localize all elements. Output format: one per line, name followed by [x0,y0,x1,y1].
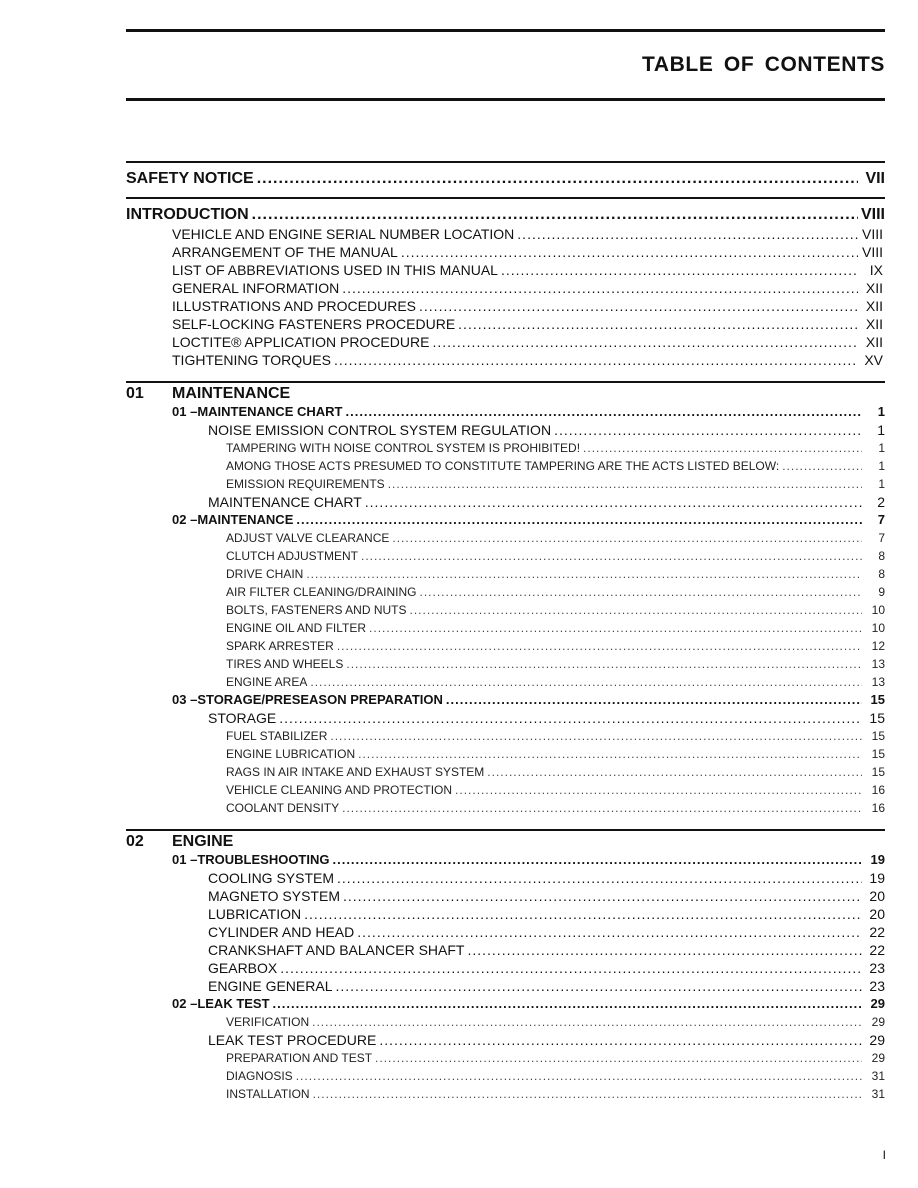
page-title: TABLE OF CONTENTS [642,53,885,76]
dot-leader [279,709,862,727]
entry-page: 19 [869,870,885,886]
toc-entry[interactable] [126,243,885,261]
section-entry[interactable] [126,941,885,959]
item-entry[interactable] [126,673,885,691]
entry-label: NOISE EMISSION CONTROL SYSTEM REGULATION [208,422,552,438]
entry-label: LEAK TEST [197,996,270,1011]
dot-leader [306,565,862,583]
section-entry[interactable] [126,493,885,511]
entry-label: MAGNETO SYSTEM [208,888,340,904]
entry-page: 7 [878,531,885,545]
entry-page: 16 [871,783,885,797]
entry-label: ENGINE LUBRICATION [226,747,356,761]
entry-label: ADJUST VALVE CLEARANCE [226,531,390,545]
item-entry[interactable] [126,1049,885,1067]
dot-leader [365,493,862,511]
entry-label: ARRANGEMENT OF THE MANUAL [172,244,398,260]
section-entry[interactable] [126,977,885,995]
item-entry[interactable] [126,475,885,493]
entry-page: 20 [869,888,885,904]
entry-page: VIII [861,244,883,260]
entry-page: 29 [871,1015,885,1029]
dot-leader [432,333,858,351]
dot-leader [313,1085,862,1103]
entry-page: 12 [871,639,885,653]
dot-leader [337,869,862,887]
chapter-number: 02 [126,833,144,850]
dot-leader [304,905,862,923]
section-entry[interactable] [126,869,885,887]
entry-label: STORAGE/PRESEASON PREPARATION [197,692,443,707]
toc-entry-safety-notice[interactable] [126,161,885,189]
entry-label: TIRES AND WHEELS [226,657,344,671]
entry-page: 15 [871,729,885,743]
entry-page: 29 [871,1051,885,1065]
entry-label: DIAGNOSIS [226,1069,293,1083]
entry-page: 13 [871,657,885,671]
entry-label: INSTALLATION [226,1087,310,1101]
section-entry[interactable] [126,421,885,439]
entry-page: 22 [869,942,885,958]
dot-leader [501,261,858,279]
subsection-entry[interactable] [126,403,885,421]
entry-label: ILLUSTRATIONS AND PROCEDURES [172,298,417,314]
subsection-entry[interactable] [126,995,885,1013]
entry-page: 19 [870,852,885,867]
dot-leader [517,225,858,243]
chapter-list [126,381,885,1103]
dot-leader [252,205,858,225]
dot-leader [369,619,862,637]
entry-page: 29 [870,996,885,1011]
entry-page: 1 [878,441,885,455]
dot-leader [257,169,858,189]
dot-leader [330,727,862,745]
dot-leader [273,995,862,1013]
item-entry[interactable] [126,457,885,475]
toc-entry[interactable] [126,261,885,279]
introduction-items [126,225,885,369]
dot-leader [296,1067,862,1085]
entry-label: INTRODUCTION [126,206,249,223]
entry-page: 1 [877,404,885,419]
dot-leader [467,941,862,959]
dot-leader [554,421,862,439]
item-entry[interactable] [126,529,885,547]
entry-page: XII [865,298,883,314]
entry-label: EMISSION REQUIREMENTS [226,477,385,491]
entry-page: XII [865,280,883,296]
dot-leader [361,547,862,565]
chapter-heading[interactable] [126,829,885,851]
item-entry[interactable] [126,601,885,619]
subsection-code: 03 – [172,692,198,707]
section-entry[interactable] [126,905,885,923]
dot-leader [392,529,862,547]
dot-leader [583,439,862,457]
item-entry[interactable] [126,727,885,745]
section-entry[interactable] [126,923,885,941]
item-entry[interactable] [126,565,885,583]
entry-label: PREPARATION AND TEST [226,1051,373,1065]
entry-label: LOCTITE® APPLICATION PROCEDURE [172,334,430,350]
entry-label: TROUBLESHOOTING [197,852,330,867]
dot-leader [388,475,862,493]
item-entry[interactable] [126,1085,885,1103]
dot-leader [458,315,858,333]
entry-page: 2 [877,494,885,510]
section-entry[interactable] [126,1031,885,1049]
entry-label: CYLINDER AND HEAD [208,924,355,940]
subsection-entry[interactable] [126,511,885,529]
entry-page: VIII [861,226,883,242]
item-entry[interactable] [126,1013,885,1031]
entry-label: FUEL STABILIZER [226,729,328,743]
entry-label: MAINTENANCE CHART [197,404,343,419]
dot-leader [358,745,862,763]
entry-label: BOLTS, FASTENERS AND NUTS [226,603,407,617]
chapter-heading[interactable] [126,381,885,403]
item-entry[interactable] [126,547,885,565]
entry-page: XII [865,334,883,350]
dot-leader [379,1031,862,1049]
dot-leader [335,977,862,995]
toc-entry[interactable] [126,225,885,243]
entry-label: MAINTENANCE [197,512,294,527]
entry-page: 23 [869,960,885,976]
entry-label: SELF-LOCKING FASTENERS PROCEDURE [172,316,456,332]
dot-leader [342,799,862,817]
entry-page: VII [865,170,885,187]
subsection-code: 01 – [172,852,198,867]
item-entry[interactable] [126,619,885,637]
dot-leader [334,351,858,369]
title-rule [126,98,885,101]
entry-page: VIII [860,206,885,223]
dot-leader [419,583,862,601]
entry-page: 31 [871,1069,885,1083]
entry-page: 1 [878,477,885,491]
item-entry[interactable] [126,745,885,763]
entry-label: GENERAL INFORMATION [172,280,340,296]
item-entry[interactable] [126,583,885,601]
dot-leader [332,851,862,869]
entry-label: LIST OF ABBREVIATIONS USED IN THIS MANUAL [172,262,498,278]
dot-leader [342,279,858,297]
toc-entry[interactable] [126,279,885,297]
chapter-title: ENGINE [172,833,234,850]
entry-page: 10 [871,603,885,617]
entry-label: AIR FILTER CLEANING/DRAINING [226,585,417,599]
entry-page: 22 [869,924,885,940]
entry-label: RAGS IN AIR INTAKE AND EXHAUST SYSTEM [226,765,485,779]
dot-leader [343,887,862,905]
toc-entry[interactable] [126,297,885,315]
dot-leader [337,637,862,655]
entry-page: 15 [869,710,885,726]
entry-page: 10 [871,621,885,635]
chapter-title: MAINTENANCE [172,385,291,402]
item-entry[interactable] [126,655,885,673]
dot-leader [310,673,862,691]
subsection-code: 02 – [172,512,198,527]
entry-label: SPARK ARRESTER [226,639,334,653]
entry-page: XV [864,352,883,368]
top-rule [126,29,885,32]
dot-leader [455,781,862,799]
entry-page: 9 [878,585,885,599]
dot-leader [409,601,862,619]
toc-entry[interactable] [126,351,885,369]
dot-leader [346,655,862,673]
item-entry[interactable] [126,763,885,781]
section-entry[interactable] [126,709,885,727]
entry-page: 15 [870,692,885,707]
entry-page: 8 [878,549,885,563]
entry-label: TAMPERING WITH NOISE CONTROL SYSTEM IS PROHIBITED! [226,441,581,455]
entry-label: VEHICLE CLEANING AND PROTECTION [226,783,453,797]
dot-leader [782,457,862,475]
section-entry[interactable] [126,887,885,905]
page-number: I [882,1148,886,1162]
entry-label: CLUTCH ADJUSTMENT [226,549,359,563]
entry-page: XII [865,316,883,332]
entry-page: IX [869,262,883,278]
entry-label: LUBRICATION [208,906,302,922]
subsection-entry[interactable] [126,851,885,869]
entry-page: 1 [878,459,885,473]
entry-page: 31 [871,1087,885,1101]
entry-page: 8 [878,567,885,581]
entry-label: ENGINE GENERAL [208,978,333,994]
entry-label: ENGINE AREA [226,675,308,689]
entry-label: DRIVE CHAIN [226,567,304,581]
subsection-entry[interactable] [126,691,885,709]
toc-entry[interactable] [126,315,885,333]
entry-label: COOLANT DENSITY [226,801,340,815]
entry-page: 23 [869,978,885,994]
toc-entry-introduction[interactable] [126,197,885,225]
entry-label: COOLING SYSTEM [208,870,335,886]
entry-label: AMONG THOSE ACTS PRESUMED TO CONSTITUTE TAMPERING ARE THE ACTS LISTED BELOW: [226,459,780,473]
entry-label: ENGINE OIL AND FILTER [226,621,367,635]
subsection-code: 01 – [172,404,198,419]
dot-leader [375,1049,862,1067]
entry-label: SAFETY NOTICE [126,170,254,187]
dot-leader [296,511,862,529]
dot-leader [345,403,862,421]
dot-leader [446,691,862,709]
entry-page: 1 [877,422,885,438]
dot-leader [357,923,862,941]
toc-entry[interactable] [126,333,885,351]
entry-page: 7 [877,512,885,527]
dot-leader [280,959,862,977]
entry-label: LEAK TEST PROCEDURE [208,1032,377,1048]
dot-leader [487,763,862,781]
section-entry[interactable] [126,959,885,977]
entry-page: 20 [869,906,885,922]
entry-label: VERIFICATION [226,1015,310,1029]
dot-leader [419,297,858,315]
entry-label: VEHICLE AND ENGINE SERIAL NUMBER LOCATION [172,226,515,242]
entry-page: 13 [871,675,885,689]
entry-page: 15 [871,765,885,779]
entry-label: MAINTENANCE CHART [208,494,362,510]
entry-page: 29 [869,1032,885,1048]
item-entry[interactable] [126,439,885,457]
dot-leader [401,243,858,261]
subsection-code: 02 – [172,996,198,1011]
dot-leader [312,1013,862,1031]
item-entry[interactable] [126,799,885,817]
entry-label: CRANKSHAFT AND BALANCER SHAFT [208,942,465,958]
item-entry[interactable] [126,781,885,799]
item-entry[interactable] [126,1067,885,1085]
entry-page: 15 [871,747,885,761]
item-entry[interactable] [126,637,885,655]
entry-label: STORAGE [208,710,277,726]
table-of-contents [126,153,885,1103]
entry-label: TIGHTENING TORQUES [172,352,331,368]
entry-page: 16 [871,801,885,815]
entry-label: GEARBOX [208,960,278,976]
chapter-number: 01 [126,385,144,402]
